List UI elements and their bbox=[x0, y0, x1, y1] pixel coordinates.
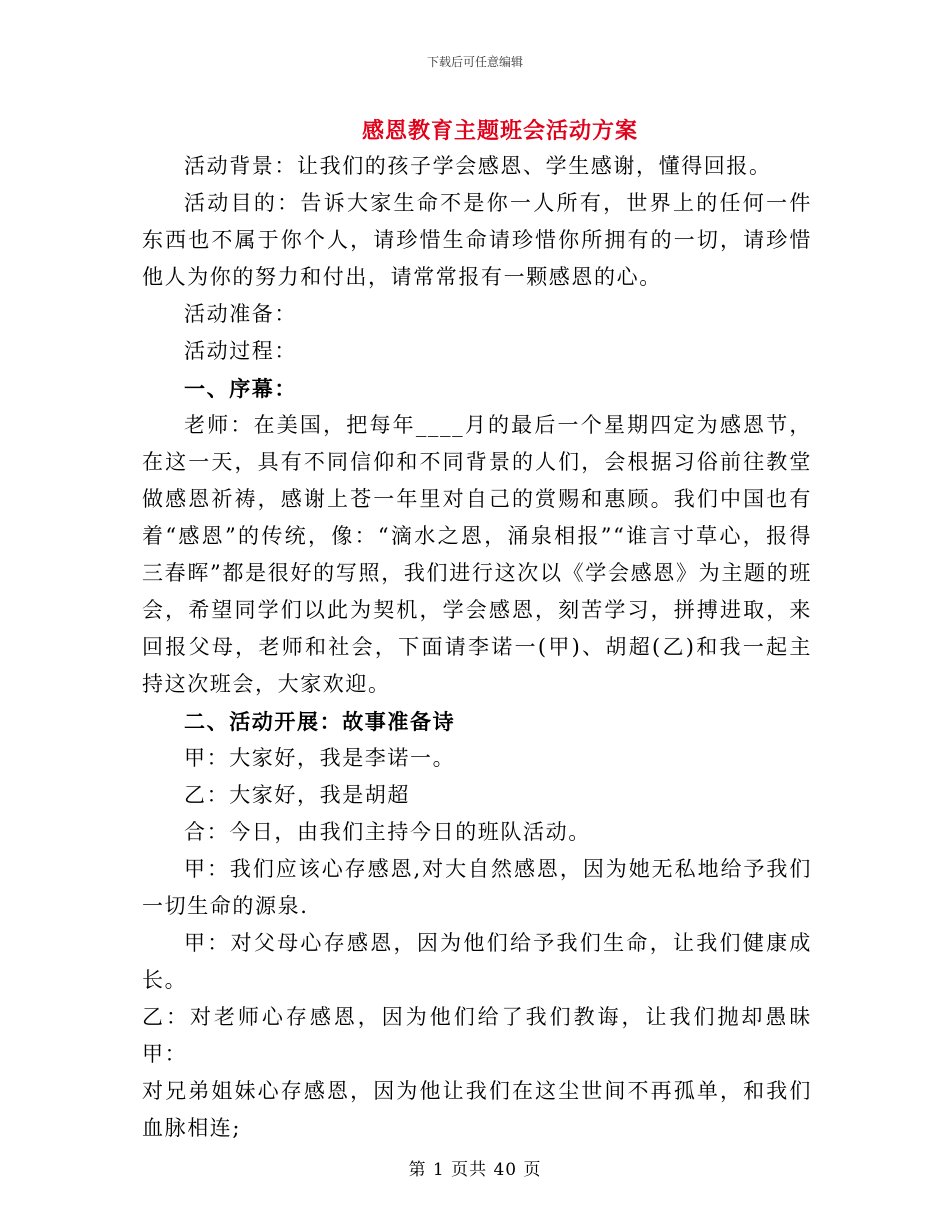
paragraph-process: 活动过程： bbox=[184, 339, 297, 363]
dialogue-line: 对兄弟姐妹心存感恩，因为他让我们在这尘世间不再孤单，和我们血脉相连; bbox=[142, 1079, 812, 1140]
dialogue-line: 甲：对父母心存感恩，因为他们给予我们生命，让我们健康成长。 bbox=[142, 931, 812, 992]
section-heading-prelude: 一、序幕： bbox=[184, 376, 297, 401]
dialogue-line: 甲：我们应该心存感恩,对大自然感恩，因为她无私地给予我们一切生命的源泉. bbox=[142, 857, 812, 918]
header-note: 下载后可任意编辑 bbox=[426, 55, 523, 69]
paragraph-teacher-intro: 老师：在美国，把每年____月的最后一个星期四定为感恩节，在这一天，具有不同信仰和不同背景的人们，会根据习俗前往教堂做感恩祈祷，感谢上苍一年里对自己的赏赐和惠顾。我们中国也有着“感恩”的传统，像：“滴水之恩，涌泉相报”“谁言寸草心，报得三春晖”都是很好的写照，我们进行这次以《学会感恩》为主题的班会，希望同学们以此为契机，学会感恩，刻苦学习，拼搏进取，来回报父母，老师和社会，下面请李诺一(甲)、胡超(乙)和我一起主持这次班会，大家欢迎。 bbox=[142, 413, 812, 696]
dialogue-line: 乙：大家好，我是胡超 bbox=[184, 783, 410, 807]
dialogue-line: 合：今日，由我们主持今日的班队活动。 bbox=[184, 820, 591, 844]
paragraph-preparation: 活动准备： bbox=[184, 302, 297, 326]
page-number-footer: 第 1 页共 40 页 bbox=[408, 1160, 542, 1180]
document-body bbox=[142, 148, 812, 1147]
section-heading-activity: 二、活动开展：故事准备诗 bbox=[184, 709, 456, 734]
dialogue-line: 甲：大家好，我是李诺一。 bbox=[184, 746, 456, 770]
dialogue-line: 乙：对老师心存感恩，因为他们给了我们教诲，让我们抛却愚昧甲： bbox=[142, 1005, 812, 1066]
paragraph-purpose: 活动目的：告诉大家生命不是你一人所有，世界上的任何一件东西也不属于你个人，请珍惜生命请珍惜你所拥有的一切，请珍惜他人为你的努力和付出，请常常报有一颗感恩的心。 bbox=[142, 191, 812, 289]
paragraph-background: 活动背景：让我们的孩子学会感恩、学生感谢，懂得回报。 bbox=[184, 154, 772, 178]
document-title: 感恩教育主题班会活动方案 bbox=[361, 118, 638, 144]
